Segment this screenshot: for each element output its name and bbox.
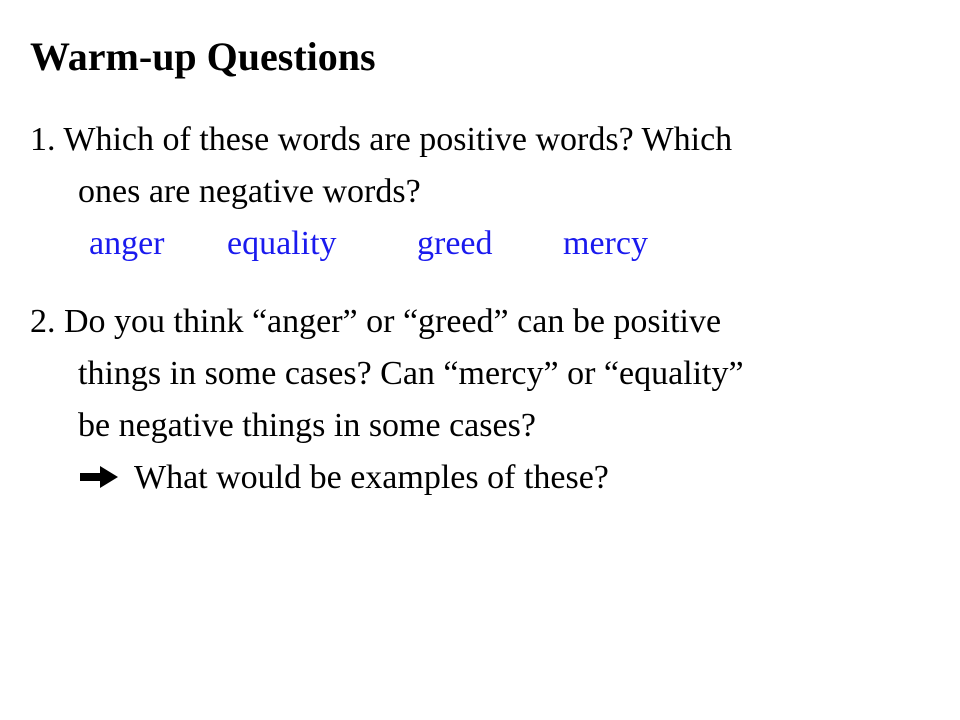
word-mercy: mercy [563,225,648,262]
followup-line [78,456,609,500]
question-2-line-3: be negative things in some cases? [78,407,536,444]
word-greed: greed [417,225,493,262]
question-2-line-1: 2. Do you think “anger” or “greed” can be positive [30,303,722,340]
word-anger: anger [89,225,165,262]
right-arrow-icon [78,464,120,490]
word-equality: equality [227,225,337,262]
question-1-line-1: 1. Which of these words are positive words? Which [30,121,733,158]
question-1-line-2: ones are negative words? [78,173,421,210]
question-2-line-2: things in some cases? Can “mercy” or “equality” [78,355,744,392]
slide-title: Warm-up Questions [30,34,376,79]
followup-text: What would be examples of these? [134,459,609,496]
